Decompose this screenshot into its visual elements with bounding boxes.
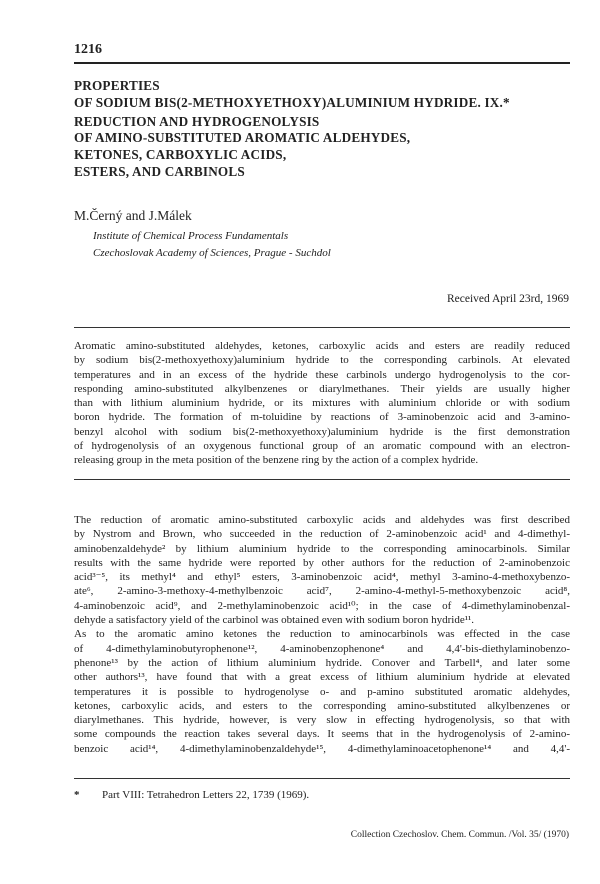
body-line: The reduction of aromatic amino-substituted carboxylic acids and aldehydes was first described — [74, 514, 570, 526]
article-title — [74, 78, 574, 181]
abstract-top-rule — [74, 327, 570, 328]
journal-reference: Collection Czechoslov. Chem. Commun. /Vol. 35/ (1970) — [350, 830, 569, 840]
abstract-bottom-rule — [74, 479, 570, 480]
body-line: 4-aminobenzoic acid⁹, and 2-methylaminobenzoic acid¹⁰; in the case of 4-dimethylaminobenzal- — [74, 599, 570, 612]
body-line: aminobenzaldehyde² by lithium aluminium hydride to the corresponding aminocarbinols. Similar — [74, 542, 570, 555]
footnote-rule — [74, 778, 570, 779]
abstract-line: benzyl alcohol with sodium bis(2-methoxyethoxy)aluminium hydride is the first demonstration — [74, 425, 570, 438]
received-date: Received April 23rd, 1969 — [446, 293, 569, 305]
title-line: OF AMINO-SUBSTITUTED AROMATIC ALDEHYDES, — [74, 130, 411, 146]
body-line: of 4-dimethylaminobutyrophenone¹², 4-aminobenzophenone⁴ and 4,4'-bis-diethylaminobenzo- — [74, 642, 570, 655]
body-line: by Nystrom and Brown, who succeeded in the reduction of 2-aminobenzoic acid¹ and 4-dimethyl- — [74, 528, 570, 541]
title-line: PROPERTIES — [74, 78, 160, 93]
abstract-line: responding amino-substituted alkylbenzenes or diarylmethanes. Their yields are usually higher — [74, 382, 570, 395]
body-line: some compounds the reaction takes several days. It seems that in the hydrogenolysis of 2-amino- — [74, 728, 570, 741]
title-line: ESTERS, AND CARBINOLS — [74, 163, 245, 179]
footnote-text: Part VIII: Tetrahedron Letters 22, 1739 (1969). — [102, 789, 310, 801]
body-line: ketones, carboxylic acids, and esters to the corresponding amino-substituted alkylbenzenes or — [74, 699, 570, 712]
abstract — [74, 339, 570, 468]
abstract-line: boron hydride. The formation of m-toluidine by reactions of 3-aminobenzoic acid and 3-amino- — [74, 411, 570, 424]
footnote — [74, 789, 309, 801]
page-number: 1216 — [74, 42, 102, 57]
body-line: acid³⁻⁵, its methyl⁴ and ethyl⁵ esters, 3-aminobenzoic acid⁴, methyl 3-amino-4-methoxybenzo- — [74, 571, 570, 584]
header-rule — [74, 62, 570, 64]
body-text — [74, 513, 570, 756]
authors: M.Černý and J.Málek — [74, 208, 192, 223]
body-line: temperatures it is possible to hydrogenolyse o- and p-amino substituted aromatic aldehydes, — [74, 685, 570, 698]
affiliation-line: Institute of Chemical Process Fundamentals — [93, 230, 289, 242]
body-line: dehyde a satisfactory yield of the carbinol was obtained even with sodium boron hydride¹¹. — [74, 614, 475, 627]
body-line: As to the aromatic amino ketones the reduction to aminocarbinols was effected in the case — [74, 628, 570, 641]
abstract-line: than with lithium aluminium hydride, or its mixtures with aluminium chloride or with sodium — [74, 397, 570, 410]
body-line: ate⁶, 2-amino-3-methoxy-4-methylbenzoic acid⁷, 2-amino-4-methyl-5-methoxybenzoic acid⁸, — [74, 585, 570, 598]
title-line: REDUCTION AND HYDROGENOLYSIS — [74, 113, 320, 129]
title-line: KETONES, CARBOXYLIC ACIDS, — [74, 147, 287, 163]
title-line: OF SODIUM BIS(2-METHOXYETHOXY)ALUMINIUM HYDRIDE. IX.* — [74, 94, 510, 110]
abstract-line: temperatures and in an excess of the hydride these carbinols undergo hydrogenolysis to the cor- — [74, 368, 570, 381]
affiliation — [93, 228, 331, 262]
abstract-line: by sodium bis(2-methoxyethoxy)aluminium hydride to the corresponding carbinols. At elevated — [74, 354, 570, 367]
abstract-line: releasing group in the meta position of the benzene ring by the action of a complex hydride. — [74, 454, 479, 467]
body-line: diarylmethanes. This hydride, however, is very slow in effecting hydrogenolysis, so that with — [74, 714, 570, 727]
abstract-line: Aromatic amino-substituted aldehydes, ketones, carboxylic acids and esters are readily reduced — [74, 340, 570, 352]
body-line: other authors¹³, have found that with a great excess of lithium aluminium hydride at elevated — [74, 671, 570, 684]
body-line: phenone¹³ by the action of lithium aluminium hydride. Conover and Tarbell⁴, and later some — [74, 656, 570, 669]
footnote-mark: * — [74, 789, 80, 801]
body-line: benzoic acid¹⁴, 4-dimethylaminobenzaldehyde¹⁵, 4-dimethylaminoacetophenone¹⁴ and 4,4'- — [74, 742, 570, 755]
affiliation-line: Czechoslovak Academy of Sciences, Prague - Suchdol — [93, 247, 331, 259]
body-line: results with the same hydride were reported by other authors for the reduction of 2-aminobenzoic — [74, 556, 570, 569]
abstract-line: of hydrogenolysis of an oxygenous functional group of an aromatic compound with an electron- — [74, 440, 570, 453]
